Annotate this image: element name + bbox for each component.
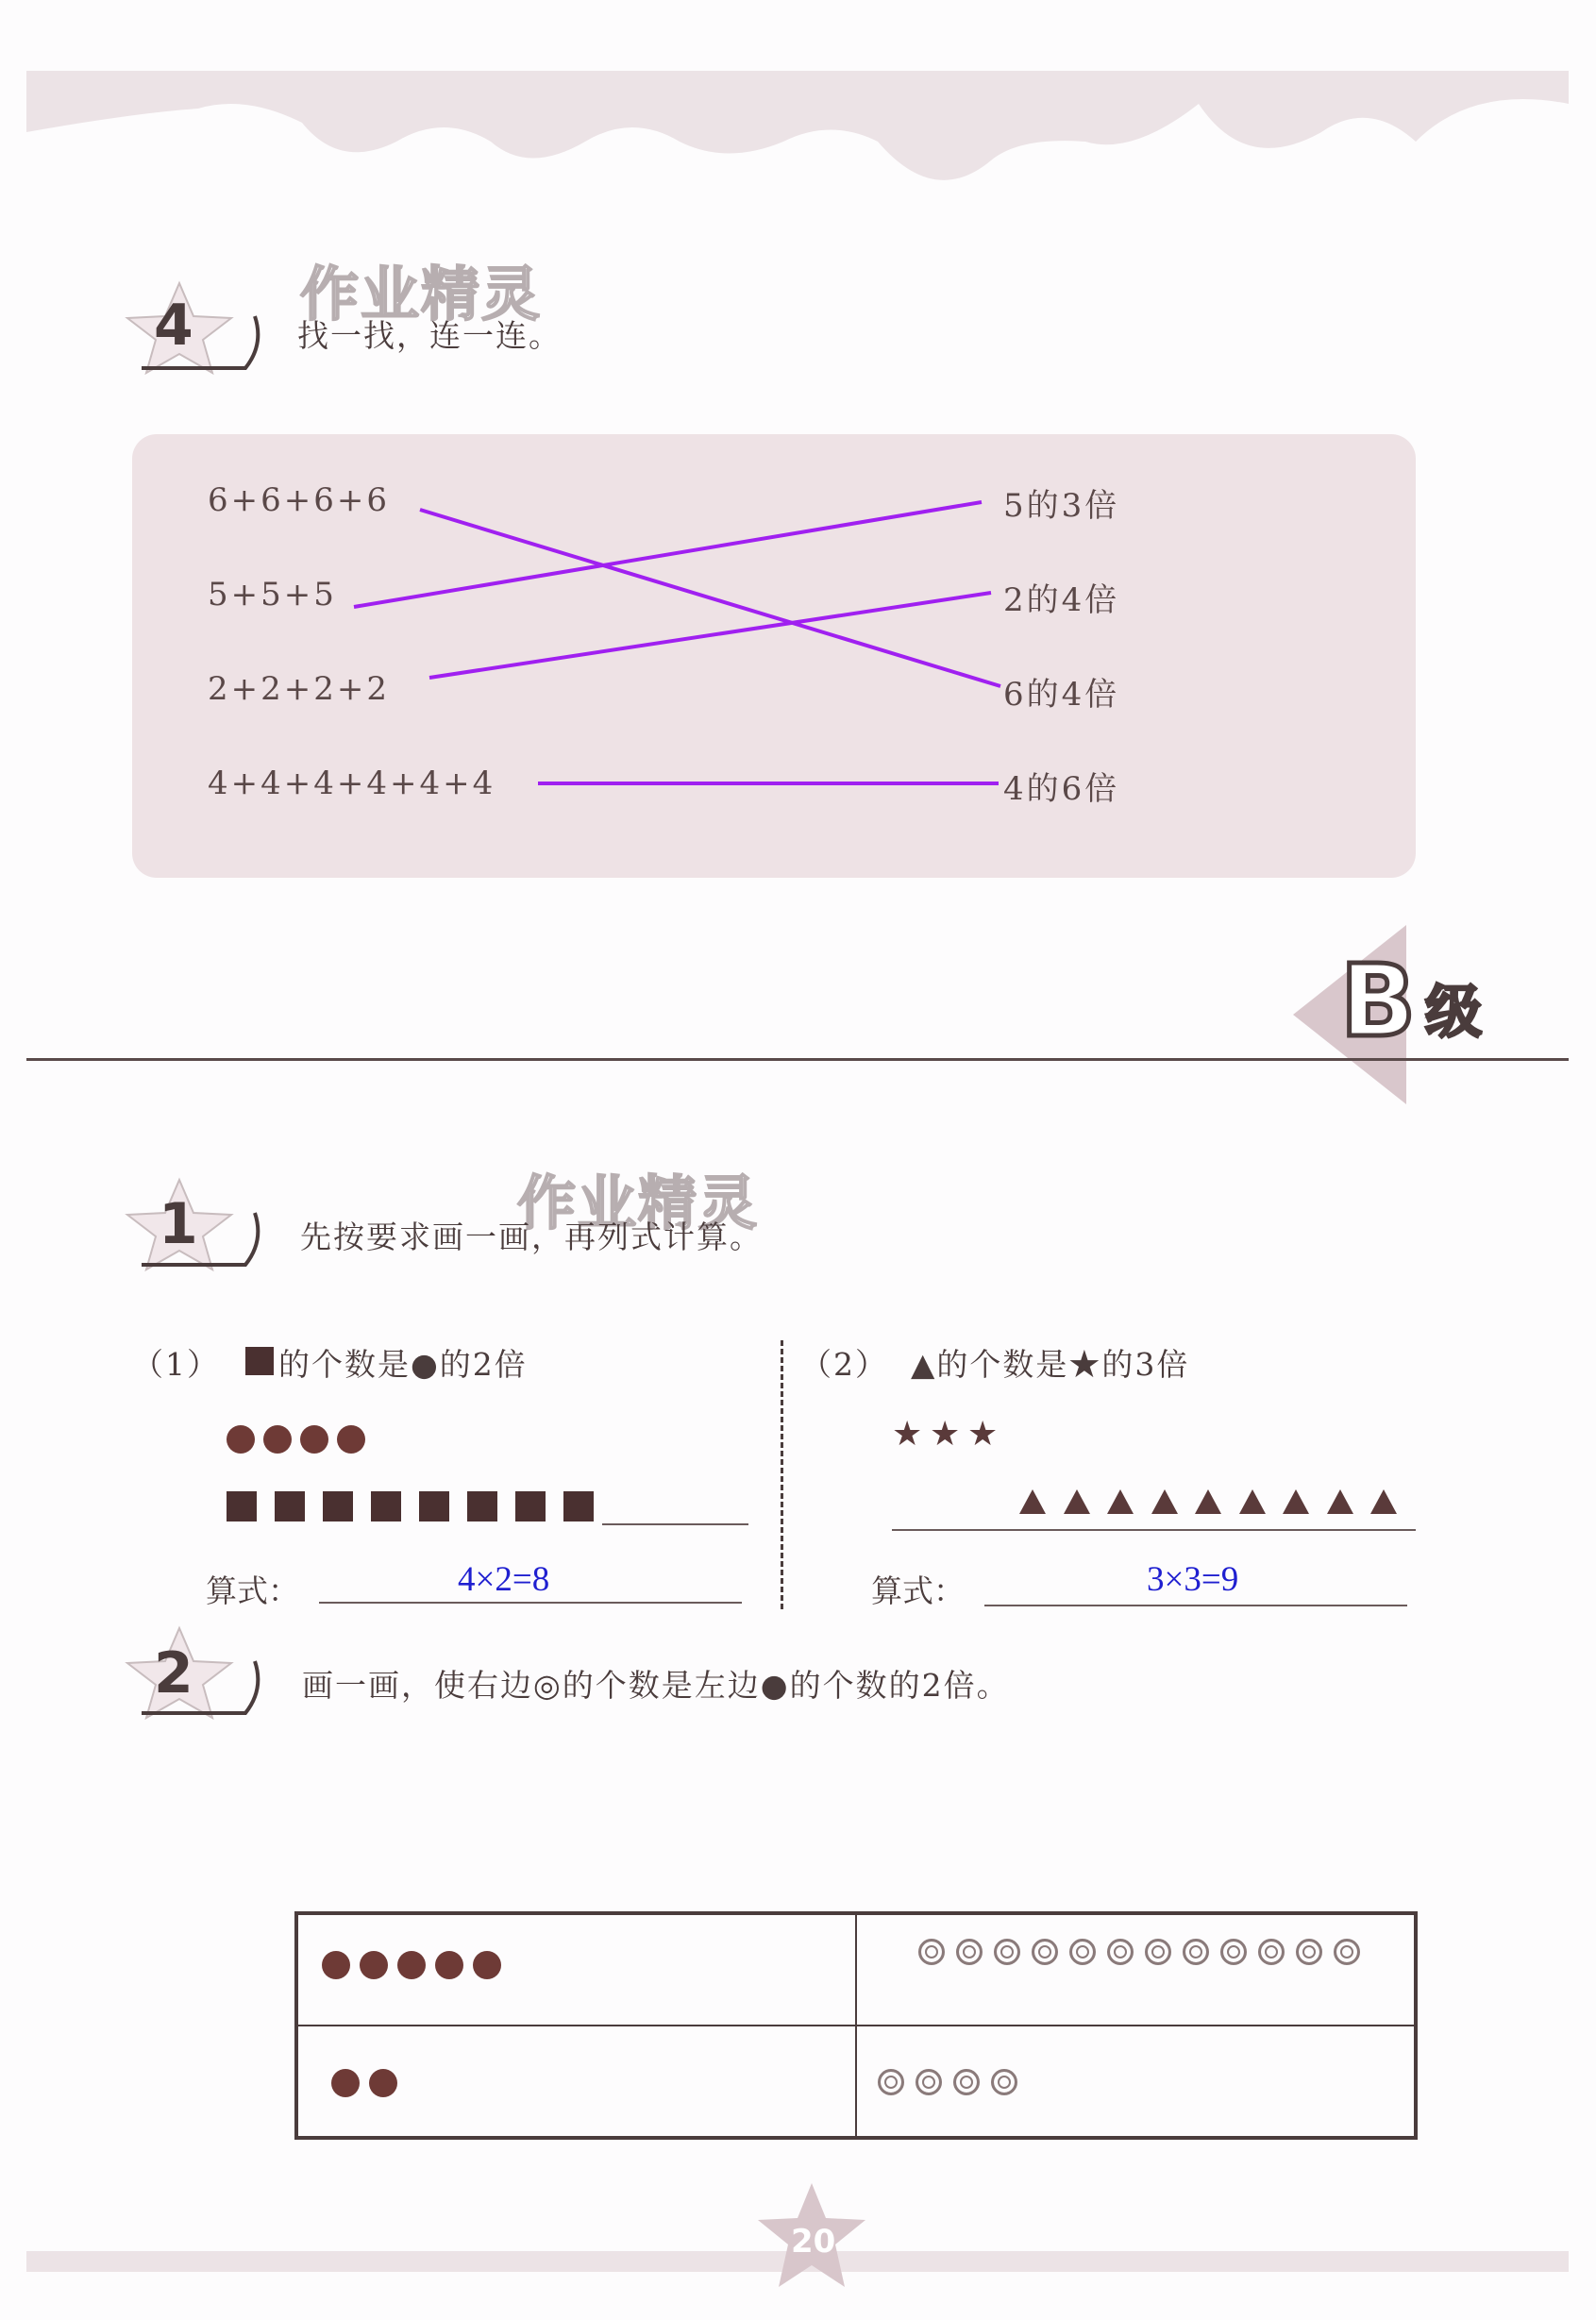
filled-square-icon bbox=[563, 1491, 594, 1521]
ring-icon bbox=[1145, 1939, 1171, 1965]
filled-circle-icon bbox=[263, 1425, 292, 1454]
section-divider bbox=[26, 1058, 1569, 1061]
formula-answer: 4×2=8 bbox=[458, 1560, 550, 1599]
left-cell bbox=[296, 2026, 856, 2138]
right-answer: 5的3倍 bbox=[1003, 487, 1120, 525]
ring-icon bbox=[953, 2069, 980, 2095]
question-instruction: 画一画，使右边◎的个数是左边●的个数的2倍。 bbox=[302, 1667, 1010, 1704]
ring-icon bbox=[1220, 1939, 1247, 1965]
connection-lines bbox=[0, 0, 1596, 944]
square-icon bbox=[245, 1347, 274, 1375]
formula-line bbox=[319, 1602, 742, 1604]
ring-icon bbox=[1069, 1939, 1096, 1965]
ring-icon bbox=[991, 2069, 1017, 2095]
right-answer: 6的4倍 bbox=[1003, 676, 1120, 714]
left-cell bbox=[296, 1913, 856, 2026]
filled-circle-icon bbox=[227, 1425, 255, 1454]
left-expression: 4+4+4+4+4+4 bbox=[208, 765, 496, 802]
ring-icon bbox=[994, 1939, 1020, 1965]
left-expression: 5+5+5 bbox=[208, 576, 337, 614]
right-cell bbox=[856, 2026, 1416, 2138]
drawing-table bbox=[294, 1911, 1418, 2140]
part-statement: ▲的个数是★的3倍 bbox=[911, 1346, 1190, 1383]
filled-circle-icon bbox=[473, 1951, 501, 1979]
question-number: 4 bbox=[154, 293, 193, 359]
table-row bbox=[296, 2026, 1416, 2138]
triangle-icon bbox=[1195, 1489, 1221, 1514]
question-number: 2 bbox=[154, 1640, 193, 1706]
right-answer: 4的6倍 bbox=[1003, 770, 1120, 808]
filled-circle-icon bbox=[337, 1425, 365, 1454]
filled-square-icon bbox=[227, 1491, 257, 1521]
triangle-icon bbox=[1283, 1489, 1309, 1514]
page-number: 20 bbox=[791, 2223, 836, 2261]
ring-icon bbox=[1334, 1939, 1360, 1965]
ring-icon bbox=[918, 1939, 945, 1965]
triangle-icon bbox=[1107, 1489, 1134, 1514]
filled-circle-icon bbox=[331, 2069, 360, 2097]
ring-icon bbox=[956, 1939, 983, 1965]
formula-answer: 3×3=9 bbox=[1147, 1560, 1239, 1599]
ring-icon bbox=[1107, 1939, 1134, 1965]
star-badge-icon bbox=[123, 1623, 274, 1727]
filled-circle-icon bbox=[397, 1951, 426, 1979]
level-text: 级 bbox=[1425, 980, 1482, 1046]
triangle-icon bbox=[1327, 1489, 1353, 1514]
filled-square-icon bbox=[419, 1491, 449, 1521]
question-number: 1 bbox=[159, 1191, 198, 1257]
filled-circle-icon bbox=[435, 1951, 463, 1979]
formula-label: 算式： bbox=[871, 1572, 965, 1609]
ring-icon bbox=[878, 2069, 904, 2095]
ring-icon bbox=[916, 2069, 942, 2095]
triangle-icon bbox=[1064, 1489, 1090, 1514]
part-label: （1） bbox=[132, 1346, 220, 1383]
filled-circle-icon bbox=[360, 1951, 388, 1979]
formula-label: 算式： bbox=[206, 1572, 299, 1609]
ring-icon bbox=[1032, 1939, 1058, 1965]
right-cell bbox=[856, 1913, 1416, 2026]
connection-line bbox=[429, 593, 991, 678]
filled-square-icon bbox=[371, 1491, 401, 1521]
ring-icon bbox=[1258, 1939, 1285, 1965]
triangle-icon bbox=[1239, 1489, 1266, 1514]
triangle-icon bbox=[1019, 1489, 1046, 1514]
star-icon: ★ bbox=[892, 1415, 923, 1454]
blank-line bbox=[892, 1529, 1416, 1531]
left-expression: 6+6+6+6 bbox=[208, 481, 390, 519]
filled-circle-icon bbox=[300, 1425, 328, 1454]
triangle-icon bbox=[1151, 1489, 1178, 1514]
formula-line bbox=[984, 1605, 1407, 1606]
question-instruction: 找一找，连一连。 bbox=[297, 317, 562, 354]
watermark: 作业精灵 bbox=[517, 1168, 760, 1237]
star-icon: ★ bbox=[967, 1415, 999, 1454]
part-label: （2） bbox=[800, 1346, 888, 1383]
filled-square-icon bbox=[467, 1491, 497, 1521]
part-statement: 的个数是●的2倍 bbox=[278, 1346, 528, 1383]
watermark: 作业精灵 bbox=[300, 260, 543, 328]
dashed-divider bbox=[781, 1340, 783, 1609]
star-icon: ★ bbox=[930, 1415, 961, 1454]
blank-line bbox=[602, 1523, 748, 1525]
filled-circle-icon bbox=[369, 2069, 397, 2097]
filled-circle-icon bbox=[322, 1951, 350, 1979]
table-row bbox=[296, 1913, 1416, 2026]
star-badge-icon bbox=[123, 1175, 274, 1279]
filled-square-icon bbox=[515, 1491, 546, 1521]
ring-icon bbox=[1183, 1939, 1209, 1965]
triangle-icon bbox=[1370, 1489, 1397, 1514]
filled-square-icon bbox=[323, 1491, 353, 1521]
filled-square-icon bbox=[275, 1491, 305, 1521]
question-instruction: 先按要求画一画，再列式计算。 bbox=[300, 1219, 763, 1255]
ring-icon bbox=[1296, 1939, 1322, 1965]
left-expression: 2+2+2+2 bbox=[208, 670, 390, 708]
right-answer: 2的4倍 bbox=[1003, 581, 1120, 619]
connection-line bbox=[420, 510, 1000, 686]
level-letter: B bbox=[1340, 944, 1417, 1059]
